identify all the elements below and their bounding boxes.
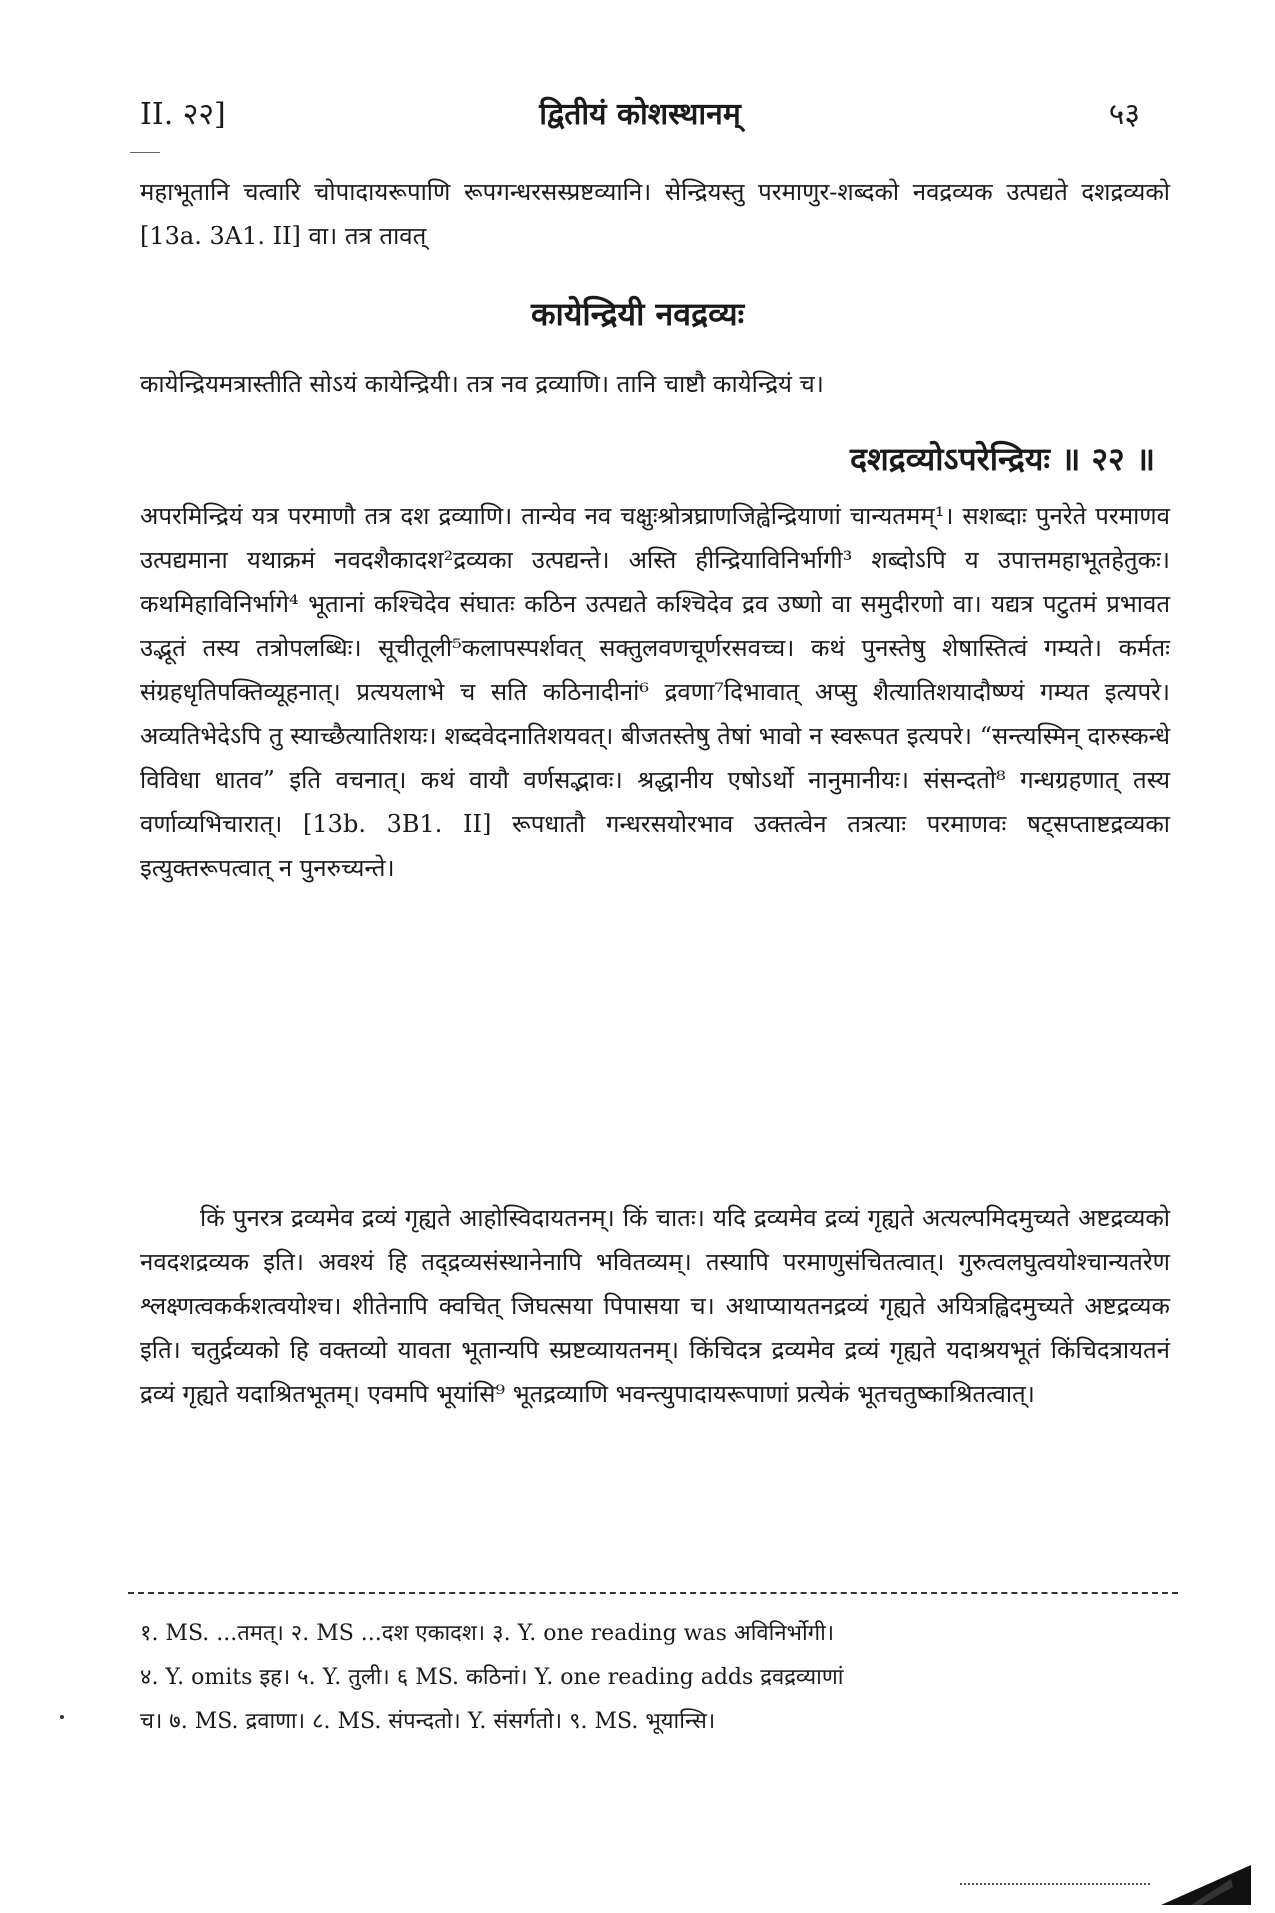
page-number: ५३: [1108, 97, 1140, 132]
paragraph-3: अपरमिन्द्रियं यत्र परमाणौ तत्र दश द्रव्याणि। तान्येव नव चक्षुःश्रोत्रघ्राणजिह्वेन्द्रियाणां चान्यतमम्¹। सशब्दाः पुनरेते परमाणव उत्पद्यमाना यथाक्रमं नवदशैकादश²द्रव्यका उत्पद्यन्ते। अस्ति हीन्द्रियाविनिर्भागी³ शब्दोऽपि य उपात्तमहाभूतहेतुकः। कथमिहाविनिर्भागे⁴ भूतानां कश्चिदेव संघातः कठिन उत्पद्यते कश्चिदेव द्रव उष्णो वा समुदीरणो वा। यद्यत्र पटुतमं प्रभावत उद्भूतं तस्य तत्रोपलब्धिः। सूचीतूली⁵कलापस्पर्शवत् सक्तुलवणचूर्णरसवच्च। कथं पुनस्तेषु शेषास्तित्वं गम्यते। कर्मतः संग्रहधृतिपक्तिव्यूहनात्। प्रत्ययलाभे च सति कठिनादीनां⁶ द्रवणा⁷दिभावात् अप्सु शैत्यातिशयादौष्ण्यं गम्यत इत्यपरे। अव्यतिभेदेऽपि तु स्याच्छैत्यातिशयः। शब्दवेदनातिशयवत्। बीजतस्तेषु तेषां भावो न स्वरूपत इत्यपरे। “सन्त्यस्मिन् दारुस्कन्धे विविधा धातव” इति वचनात्। कथं वायौ वर्णसद्भावः। श्रद्धानीय एषोऽर्थो नानुमानीयः। संसन्दतो⁸ गन्धग्रहणात् तस्य वर्णाव्यभिचारात्। [13b. 3B1. II] रूपधातौ गन्धरसयोरभाव उक्तत्वेन तत्रत्याः परमाणवः षट्सप्ताष्टद्रव्यका इत्युक्तरूपत्वात् न पुनरुच्यन्ते।: [140, 502, 1170, 882]
karika-verse-1: कायेन्द्रियी नवद्रव्यः: [530, 295, 745, 333]
bottom-dots: [960, 1883, 1150, 1885]
chapter-title: द्वितीयं कोशस्थानम्: [539, 97, 741, 132]
stray-mark: [60, 1715, 64, 1719]
scan-corner-artifact: [1161, 1865, 1251, 1905]
header-rule: [130, 152, 160, 153]
footnotes: [140, 1612, 1170, 1744]
karika-verse-2: दशद्रव्योऽपरेन्द्रियः ॥ २२ ॥: [850, 440, 1155, 478]
paragraph-1: महाभूतानि चत्वारि चोपादायरूपाणि रूपगन्धरसस्प्रष्टव्यानि। सेन्द्रियस्तु परमाणुर-शब्दको नवद्रव्यक उत्पद्यते दशद्रव्यको [13a. 3A1. II] वा। तत्र तावत्: [140, 178, 1170, 250]
footnote-rule: [128, 1592, 1178, 1594]
footnote-line-3: च। ७. MS. द्रवाणा। ८. MS. संपन्दतो। Y. संसर्गतो। ९. MS. भूयान्सि।: [140, 1709, 716, 1734]
footnote-line-1: १. MS. ...तमत्। २. MS ...दश एकादश। ३. Y. one reading was अविनिर्भोगी।: [140, 1621, 835, 1646]
running-head: [140, 92, 1140, 132]
verse-reference: II. २२]: [140, 97, 226, 132]
paragraph-4: किं पुनरत्र द्रव्यमेव द्रव्यं गृह्यते आहोस्विदायतनम्। किं चातः। यदि द्रव्यमेव द्रव्यं गृह्यते अत्यल्पमिदमुच्यते अष्टद्रव्यको नवदशद्रव्यक इति। अवश्यं हि तद्द्रव्यसंस्थानेनापि भवितव्यम्। तस्यापि परमाणुसंचितत्वात्। गुरुत्वलघुत्वयोश्चान्यतरेण श्लक्ष्णत्वकर्कशत्वयोश्च। शीतेनापि क्वचित् जिघत्सया पिपासया च। अथाप्यायतनद्रव्यं गृह्यते अयित्रह्विदमुच्यते अष्टद्रव्यक इति। चतुर्द्रव्यको हि वक्तव्यो यावता भूतान्यपि स्प्रष्टव्यायतनम्। किंचिदत्र द्रव्यमेव द्रव्यं गृह्यते यदाश्रयभूतं किंचिदत्रायतनं द्रव्यं गृह्यते यदाश्रितभूतम्। एवमपि भूयांसि⁹ भूतद्रव्याणि भवन्त्युपादायरूपाणां प्रत्येकं भूतचतुष्काश्रितत्वात्।: [140, 1204, 1170, 1408]
paragraph-2: कायेन्द्रियमत्रास्तीति सोऽयं कायेन्द्रियी। तत्र नव द्रव्याणि। तानि चाष्टौ कायेन्द्रियं च।: [140, 370, 824, 398]
footnote-line-2: ४. Y. omits इह। ५. Y. तुली। ६ MS. कठिनां। Y. one reading adds द्रवद्रव्याणां: [140, 1665, 844, 1690]
